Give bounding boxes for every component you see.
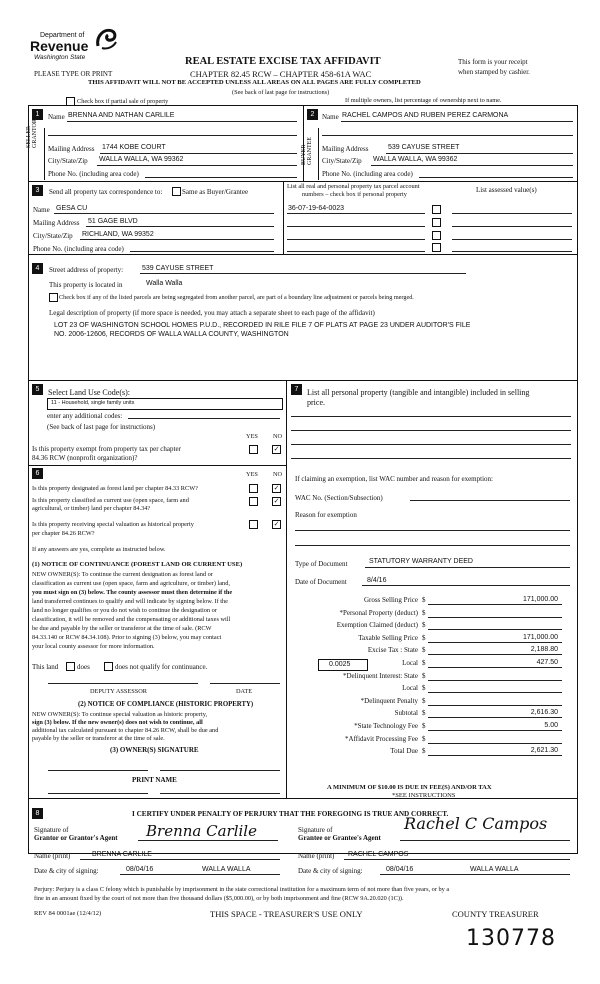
exempt-no-checkbox[interactable]: ✓ [273, 445, 280, 453]
doc-date-label: Date of Document [295, 578, 347, 586]
exemption-claim-label: If claiming an exemption, list WAC number and reason for exemption: [295, 475, 493, 483]
seller-name[interactable]: BRENNA AND NATHAN CARLILE [68, 112, 175, 119]
additional-codes-label: enter any additional codes: [47, 412, 123, 420]
parcel-number[interactable]: 36-07-19-64-0023 [288, 205, 345, 212]
tax-row-label: Gross Selling Price [363, 596, 418, 604]
segregated-checkbox[interactable] [49, 293, 58, 302]
tax-row-label: Excise Tax : State [367, 646, 418, 654]
continuance-text-6: classification, it will be removed and the compensating or additional taxes will [32, 616, 231, 623]
dept-line2: Revenue [30, 38, 89, 54]
handwritten-number: 130778 [466, 926, 556, 951]
exempt-yes-checkbox[interactable] [249, 445, 258, 454]
minimum-due-2: *SEE INSTRUCTIONS [392, 792, 456, 799]
exempt-question-2: 84.36 RCW (nonprofit organization)? [32, 454, 138, 462]
parcel-1-checkbox[interactable] [432, 205, 441, 214]
section-1-number: 1 [32, 109, 43, 120]
street-address[interactable]: 539 CAYUSE STREET [142, 265, 214, 272]
forest-question: Is this property designated as forest land per chapter 84.33 RCW? [32, 485, 198, 492]
tax-row-label: *Delinquent Interest: State [342, 672, 418, 680]
perjury-text-2: fine in an amount fixed by the court of not more than five thousand dollars ($5,000.00), or by both imprisonment and fine (RCW 9A.20.020 (1C)). [34, 895, 404, 902]
form-subtitle: CHAPTER 82.45 RCW – CHAPTER 458-61A WAC [190, 69, 372, 79]
grantor-sig-label-2: Grantor or Grantor's Agent [34, 834, 118, 842]
owner-signature-label: (3) OWNER(S) SIGNATURE [110, 746, 199, 754]
receipt-note-1: This form is your receipt [458, 58, 528, 66]
historic-question-2: per chapter 84.26 RCW? [32, 530, 95, 537]
grantee-date-label: Date & city of signing: [298, 867, 363, 875]
warning: THIS AFFIDAVIT WILL NOT BE ACCEPTED UNLESS ALL AREAS ON ALL PAGES ARE FULLY COMPLETED [88, 79, 421, 86]
continuance-text-2: classification as current use (open space, farm and agriculture, or timber) land, [32, 580, 230, 587]
tax-row-label: *Delinquent Penalty [360, 697, 418, 705]
current-use-yes-checkbox[interactable] [249, 497, 258, 506]
tax-row-value[interactable]: 171,000.00 [522, 596, 558, 603]
tax-row-value[interactable]: 171,000.00 [522, 634, 558, 641]
minimum-due-1: A MINIMUM OF $10.00 IS DUE IN FEE(S) AND/OR TAX [327, 784, 492, 791]
doc-type-label: Type of Document [295, 560, 348, 568]
grantor-date-label: Date & city of signing: [34, 867, 99, 875]
legal-desc-1[interactable]: LOT 23 OF WASHINGTON SCHOOL HOMES P.U.D., RECORDED IN RILE FILE 7 OF PLATS AT PAGE 23 UNDER AUDITOR'S FILE [54, 322, 471, 329]
partial-sale-label: Check box if partial sale of property [77, 98, 169, 105]
local-rate: 0.0025 [329, 661, 351, 668]
buyer-city-label: City/State/Zip [322, 157, 362, 165]
corr-name[interactable]: GESA CU [56, 205, 88, 212]
land-use-value: 11 - Household, single family units [51, 400, 135, 406]
continuance-text-8: 84.33.140 or RCW 84.34.108). Prior to signing (3) below, you may contact [32, 634, 222, 641]
section5-yes: YES [246, 433, 258, 440]
dollar-sign: $ [422, 722, 426, 730]
located-label: This property is located in [49, 281, 123, 289]
section-5-number: 5 [32, 384, 43, 395]
exempt-question-1: Is this property exempt from property tax per chapter [32, 445, 181, 453]
tax-row-label: *Personal Property (deduct) [339, 609, 418, 617]
section-2-number: 2 [307, 109, 318, 120]
historic-yes-checkbox[interactable] [249, 520, 258, 529]
tax-row-label: Taxable Selling Price [358, 634, 418, 642]
forest-no-checkbox[interactable]: ✓ [273, 484, 280, 492]
dollar-sign: $ [422, 609, 426, 617]
section-8-number: 8 [32, 808, 43, 819]
dollar-sign: $ [422, 697, 426, 705]
continuance-text-5: land no longer qualifies or you do not wish to continue the designation or [32, 607, 217, 614]
seller-city-label: City/State/Zip [48, 157, 88, 165]
continuance-text-9: your local county assessor for more information. [32, 643, 155, 650]
section-4-number: 4 [32, 263, 43, 274]
tax-row-label: *State Technology Fee [354, 722, 418, 730]
grantee-sig-label-2: Grantee or Grantee's Agent [298, 834, 381, 842]
seller-name-label: Name [48, 113, 65, 121]
buyer-phone-label: Phone No. (including area code) [322, 170, 413, 178]
dollar-sign: $ [422, 735, 426, 743]
dollar-sign: $ [422, 596, 426, 604]
section-6-number: 6 [32, 468, 43, 479]
parcel-2-checkbox[interactable] [432, 218, 441, 227]
buyer-city[interactable]: WALLA WALLA, WA 99362 [373, 156, 458, 163]
dollar-sign: $ [422, 672, 426, 680]
grantee-city[interactable]: WALLA WALLA [470, 866, 519, 873]
does-not-label: does not qualify for continuance. [115, 663, 208, 671]
same-as-buyer-label: Same as Buyer/Grantee [182, 188, 249, 196]
form-title: REAL ESTATE EXCISE TAX AFFIDAVIT [185, 56, 381, 67]
dept-line3: Washington State [34, 54, 86, 61]
continuance-text-1: NEW OWNER(S): To continue the current designation as forest land or [32, 571, 213, 578]
grantor-city[interactable]: WALLA WALLA [202, 866, 251, 873]
tax-row-label: Total Due [390, 747, 418, 755]
corr-mailing[interactable]: 51 GAGE BLVD [88, 218, 138, 225]
form-number: REV 84 0001ae (12/4/12) [34, 910, 102, 917]
corr-name-label: Name [33, 206, 50, 214]
continuance-text-3: you must sign on (3) below. The county assessor must then determine if the [32, 589, 233, 596]
grantee-name-label: Name (print) [298, 852, 335, 860]
treasurer-space: THIS SPACE - TREASURER'S USE ONLY [210, 909, 363, 919]
compliance-text-4: payable by the seller or transferor at the time of sale. [32, 735, 165, 742]
deputy-assessor-label: DEPUTY ASSESSOR [90, 688, 147, 695]
current-use-no-checkbox[interactable]: ✓ [273, 497, 280, 505]
forest-yes-checkbox[interactable] [249, 484, 258, 493]
assessed-value-label: List assessed value(s) [476, 186, 537, 194]
grantee-sig-label-1: Signature of [298, 826, 333, 834]
tax-row-label: Local [402, 659, 418, 667]
buyer-mailing-label: Mailing Address [322, 145, 369, 153]
street-label: Street address of property: [49, 266, 124, 274]
tax-row-label: Local [402, 684, 418, 692]
dollar-sign: $ [422, 747, 426, 755]
dollar-sign: $ [422, 634, 426, 642]
grantor-date[interactable]: 08/04/16 [126, 866, 154, 873]
perjury-text-1: Perjury: Perjury is a class C felony which is punishable by imprisonment in the state correctional institution for a maximum term of not more than five years, or by a [34, 886, 450, 893]
buyer-mailing[interactable]: 539 CAYUSE STREET [388, 144, 460, 151]
section6-yes: YES [246, 471, 258, 478]
compliance-text-2: sign (3) below. If the new owner(s) does not wish to continue, all [32, 719, 203, 726]
grantor-sig-label-1: Signature of [34, 826, 69, 834]
corr-city[interactable]: RICHLAND, WA 99352 [82, 231, 154, 238]
this-land-label: This land [32, 663, 59, 671]
dollar-sign: $ [422, 684, 426, 692]
tax-row-label: Subtotal [394, 709, 418, 717]
historic-question-1: Is this property receiving special valuation as historical property [32, 521, 194, 528]
print-note: PLEASE TYPE OR PRINT [34, 70, 113, 78]
compliance-title: (2) NOTICE OF COMPLIANCE (HISTORIC PROPERTY) [78, 701, 254, 708]
grantor-name-label: Name (print) [34, 852, 71, 860]
section-7-number: 7 [291, 384, 302, 395]
buyer-name[interactable]: RACHEL CAMPOS AND RUBEN PEREZ CARMONA [342, 112, 509, 119]
reason-label: Reason for exemption [295, 511, 357, 519]
dollar-sign: $ [422, 709, 426, 717]
wac-label: WAC No. (Section/Subsection) [295, 494, 383, 502]
tax-row-value[interactable]: 5.00 [544, 722, 558, 729]
revenue-swirl-icon [94, 26, 118, 52]
segregated-label: Check box if any of the listed parcels are being segregated from another parcel, are part of a boundary line adjustment or parcels being merged. [59, 294, 414, 301]
seller-city[interactable]: WALLA WALLA, WA 99362 [99, 156, 184, 163]
doc-type[interactable]: STATUTORY WARRANTY DEED [369, 558, 473, 565]
seller-phone-label: Phone No. (including area code) [48, 170, 139, 178]
legal-label: Legal description of property (if more space is needed, you may attach a separate sheet to each page of the affidavit) [49, 309, 375, 317]
instructions-note: (See back of last page for instructions) [232, 89, 330, 96]
section-3-number: 3 [32, 185, 43, 196]
print-name-label: PRINT NAME [132, 776, 177, 784]
corr-city-label: City/State/Zip [33, 232, 73, 240]
section6-no: NO [273, 471, 283, 478]
tax-row-value[interactable]: 427.50 [536, 659, 558, 666]
dollar-sign: $ [422, 659, 426, 667]
compliance-text-3: additional tax calculated pursuant to chapter 84.26 RCW, shall be due and [32, 727, 219, 734]
does-checkbox[interactable] [66, 662, 75, 671]
tax-row-label: Exemption Claimed (deduct) [336, 621, 418, 629]
seller-mailing-label: Mailing Address [48, 145, 95, 153]
dollar-sign: $ [422, 621, 426, 629]
buyer-name-label: Name [322, 113, 339, 121]
buyer-side-label: BUYER GRANTEE [301, 137, 313, 165]
continuance-title: (1) NOTICE OF CONTINUANCE (FOREST LAND OR CURRENT USE) [32, 561, 243, 568]
local-rate-box[interactable] [318, 659, 368, 671]
personal-property-label-1: List all personal property (tangible and intangible) included in selling [307, 388, 530, 397]
grantor-signature[interactable]: Brenna Carlile [146, 822, 257, 840]
current-use-question-1: Is this property classified as current use (open space, farm and [32, 497, 189, 504]
current-use-question-2: agricultural, or timber) land per chapter 84.34? [32, 505, 151, 512]
county-treasurer: COUNTY TREASURER [452, 909, 539, 919]
dept-line1: Department of [40, 32, 85, 39]
parcel-3-checkbox[interactable] [432, 231, 441, 240]
parcel-list-label-2: numbers – check box if personal property [302, 191, 407, 198]
continuance-text-7: be due and payable by the seller or transferor at the time of sale. (RCW [32, 625, 212, 632]
corr-phone-label: Phone No. (including area code) [33, 245, 124, 253]
land-use-instructions: (See back of last page for instructions) [47, 423, 156, 431]
personal-property-label-2: price. [307, 398, 325, 407]
corr-mailing-label: Mailing Address [33, 219, 80, 227]
receipt-note-2: when stamped by cashier. [458, 68, 530, 76]
grantee-signature[interactable]: Rachel C Campos [404, 814, 548, 833]
if-yes-note: If any answers are yes, complete as instructed below. [32, 546, 166, 553]
seller-mailing[interactable]: 1744 KOBE COURT [102, 144, 166, 151]
legal-desc-2[interactable]: NO. 2006-12606, RECORDS OF WALLA WALLA COUNTY, WASHINGTON [54, 331, 289, 338]
land-use-label: Select Land Use Code(s): [48, 388, 130, 397]
seller-side-label: SELLER GRANTOR [26, 119, 38, 148]
section5-no: NO [273, 433, 283, 440]
historic-no-checkbox[interactable]: ✓ [273, 520, 280, 528]
parcel-list-label-1: List all real and personal property tax parcel account [287, 183, 420, 190]
certify-statement: I CERTIFY UNDER PENALTY OF PERJURY THAT THE FOREGOING IS TRUE AND CORRECT. [132, 810, 449, 818]
dollar-sign: $ [422, 646, 426, 654]
tax-row-value[interactable]: 2,188.80 [530, 646, 558, 653]
multiple-owners-note: If multiple owners, list percentage of ownership next to name. [345, 97, 502, 104]
tax-row-value[interactable]: 2,621.30 [530, 747, 558, 754]
date-label: DATE [236, 688, 253, 695]
land-use-select[interactable] [47, 398, 283, 410]
continuance-text-4: land transferred continues to qualify and will indicate by signing below. If the [32, 598, 228, 605]
doc-date[interactable]: 8/4/16 [367, 577, 387, 584]
located-county[interactable]: Walla Walla [146, 280, 183, 287]
tax-row-value[interactable]: 2,616.30 [530, 709, 558, 716]
parcel-4-checkbox[interactable] [432, 243, 441, 252]
grantor-name[interactable]: BRENNA CARLILE [92, 851, 152, 858]
grantee-date[interactable]: 08/04/16 [386, 866, 414, 873]
does-not-checkbox[interactable] [104, 662, 113, 671]
compliance-text-1: NEW OWNER(S): To continue special valuation as historic property, [32, 711, 208, 718]
grantee-name[interactable]: RACHEL CAMPOS [348, 851, 409, 858]
does-label: does [77, 663, 90, 671]
send-correspondence-label: Send all property tax correspondence to: [49, 188, 163, 196]
same-as-buyer-checkbox[interactable] [172, 187, 181, 196]
tax-row-label: *Affidavit Processing Fee [345, 735, 418, 743]
